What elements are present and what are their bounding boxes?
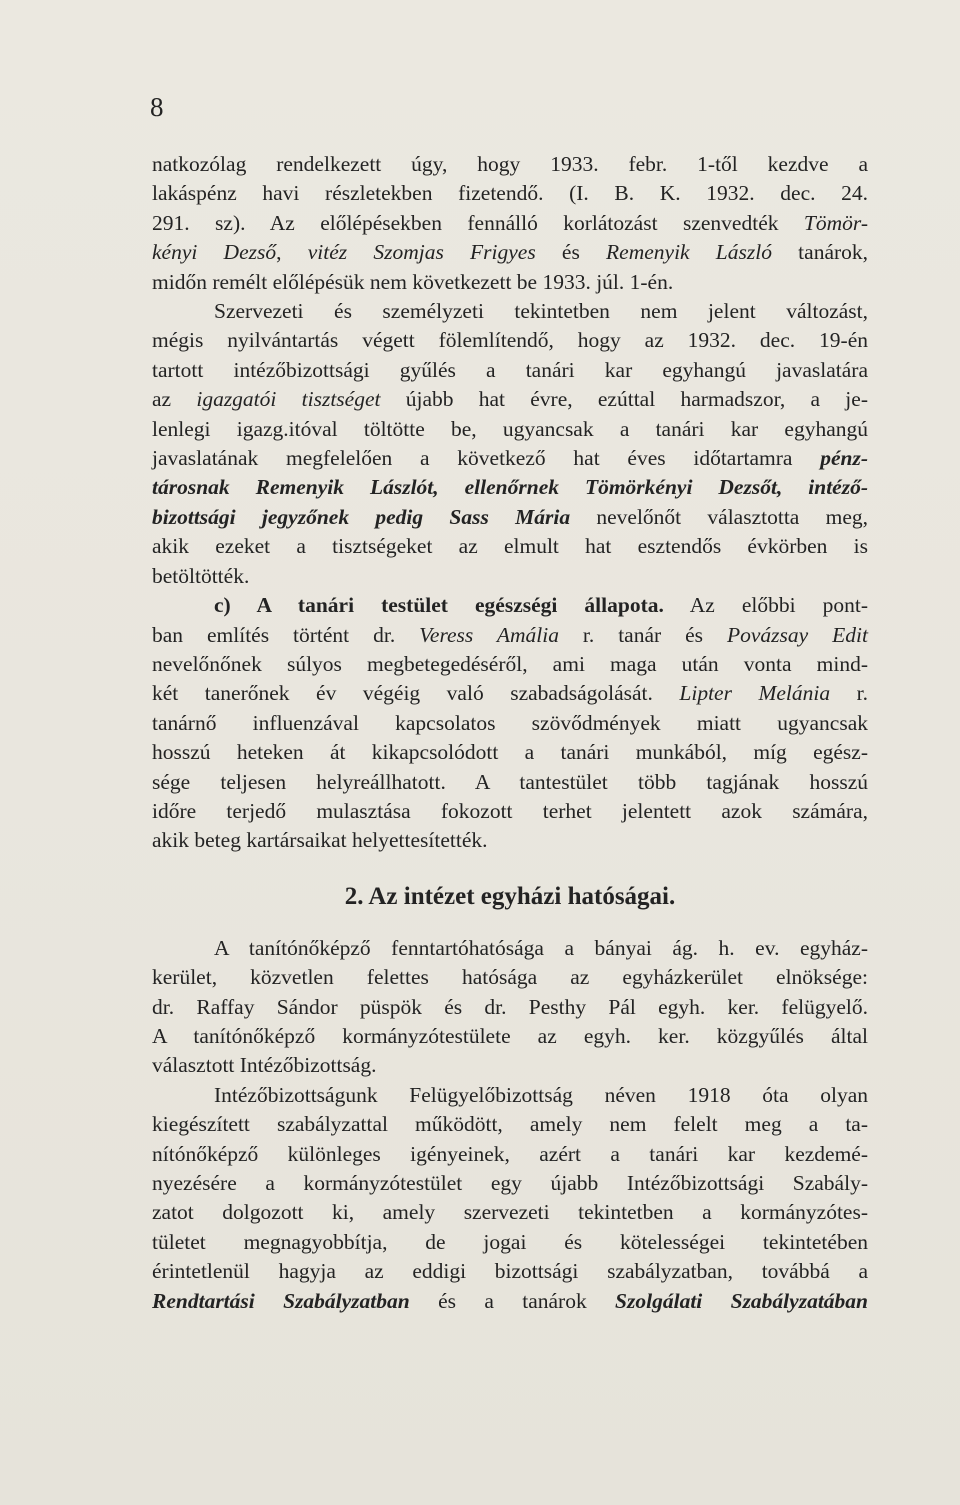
text-line: tületet megnagyobbítja, de jogai és kötelességei tekintetében — [152, 1229, 868, 1254]
page-number: 8 — [150, 92, 164, 122]
text-line: akik ezeket a tisztségeket az elmult hat esztendős évkörben is — [152, 534, 868, 559]
text-line: midőn remélt előlépésük nem következett be 1933. júl. 1-én. — [152, 269, 674, 294]
text-line: zatot dolgozott ki, amely szervezeti tekintetben a kormányzótes- — [152, 1200, 868, 1225]
text-line: hosszú heteken át kikapcsolódott a tanári munkából, míg egész- — [152, 740, 868, 765]
text-line: választott Intézőbizottság. — [152, 1053, 377, 1078]
text-line: tárosnak Remenyik Lászlót, ellenőrnek Tömörkényi Dezsőt, intéző- — [152, 475, 869, 500]
paragraph-organization — [152, 297, 868, 591]
text-line: lenlegi igazg.itóval töltötte be, ugyancsak a tanári kar egyhangú — [152, 416, 868, 441]
text-line: mégis nyilvántartás végett fölemlítendő, hogy az 1932. dec. 19-én — [152, 328, 868, 353]
paragraph-board-regulations — [152, 1081, 868, 1316]
text-line: kényi Dezső, vitéz Szomjas Frigyes és Remenyik László tanárok, — [152, 240, 869, 265]
text-line: Szervezeti és személyzeti tekintetben nem jelent változást, — [214, 299, 868, 324]
text-line: két tanerőnek év végéig való szabadságolását. Lipter Melánia r. — [152, 681, 869, 706]
text-line: időre terjedő mulasztása fokozott terhet jelentett azok számára, — [152, 798, 868, 823]
section-c-title: c) A tanári testület egészségi állapota. — [214, 593, 664, 618]
text-line: tartott intézőbizottsági gyűlés a tanári kar egyhangú javaslatára — [152, 357, 868, 382]
text-line: az igazgatói tisztséget újabb hat évre, ezúttal harmadszor, a je- — [152, 387, 868, 412]
text-line: sége teljesen helyreállhatott. A tantestület több tagjának hosszú — [152, 769, 868, 794]
text-line: akik beteg kartársaikat helyettesítették. — [152, 828, 488, 853]
text-line: bizottsági jegyzőnek pedig Sass Mária nevelőnőt választotta meg, — [152, 504, 869, 529]
text-line: nítónőképző különleges igényeinek, azért a tanári kar kezdemé- — [152, 1141, 868, 1166]
text-line: c) A tanári testület egészségi állapota. Az előbbi pont- — [214, 593, 868, 618]
text-line: kerület, közvetlen felettes hatósága az egyházkerület elnöksége: — [152, 965, 868, 990]
text-line: nevelőnőnek súlyos megbetegedéséről, ami maga után vonta mind- — [152, 651, 868, 676]
body-text — [152, 150, 868, 1316]
text-line: nyezésére a kormányzótestület egy újabb Intézőbizottsági Szabály- — [152, 1171, 868, 1195]
text-line: A tanítónőképző kormányzótestülete az egyh. ker. közgyűlés által — [152, 1023, 868, 1048]
paragraph-staff-health — [152, 591, 868, 856]
text-line: ban említés történt dr. Veress Amália r. tanár és Povázsay Edit — [152, 622, 868, 647]
paragraph-church-authorities — [152, 934, 868, 1081]
text-line: natkozólag rendelkezett úgy, hogy 1933. febr. 1-től kezdve a — [152, 152, 868, 176]
text-line: tanárnő influenzával kapcsolatos szövődmények miatt ugyancsak — [152, 710, 868, 735]
text-line: Rendtartási Szabályzatban és a tanárok Szolgálati Szabályzatában — [152, 1288, 868, 1313]
text-line: érintetlenül hagyja az eddigi bizottsági szabályzatban, továbbá a — [152, 1259, 868, 1284]
section-heading: 2. Az intézet egyházi hatóságai. — [344, 882, 676, 910]
text-line: javaslatának megfelelően a következő hat éves időtartamra pénz- — [152, 446, 868, 471]
text-line: 291. sz). Az előlépésekben fennálló korlátozást szenvedték Tömör- — [152, 210, 868, 235]
text-line: kiegészített szabályzattal működött, amely nem felelt meg a ta- — [152, 1112, 868, 1137]
paragraph-lodging-allowance — [152, 150, 868, 297]
text-line: lakáspénz havi részletekben fizetendő. (I. B. K. 1932. dec. 24. — [152, 181, 868, 206]
text-line: A tanítónőképző fenntartóhatósága a bányai ág. h. ev. egyház- — [214, 935, 868, 960]
text-line: Intézőbizottságunk Felügyelőbizottság néven 1918 óta olyan — [214, 1082, 868, 1107]
text-line: dr. Raffay Sándor püspök és dr. Pesthy Pál egyh. ker. felügyelő. — [152, 994, 868, 1019]
text-line: betöltötték. — [152, 563, 250, 588]
